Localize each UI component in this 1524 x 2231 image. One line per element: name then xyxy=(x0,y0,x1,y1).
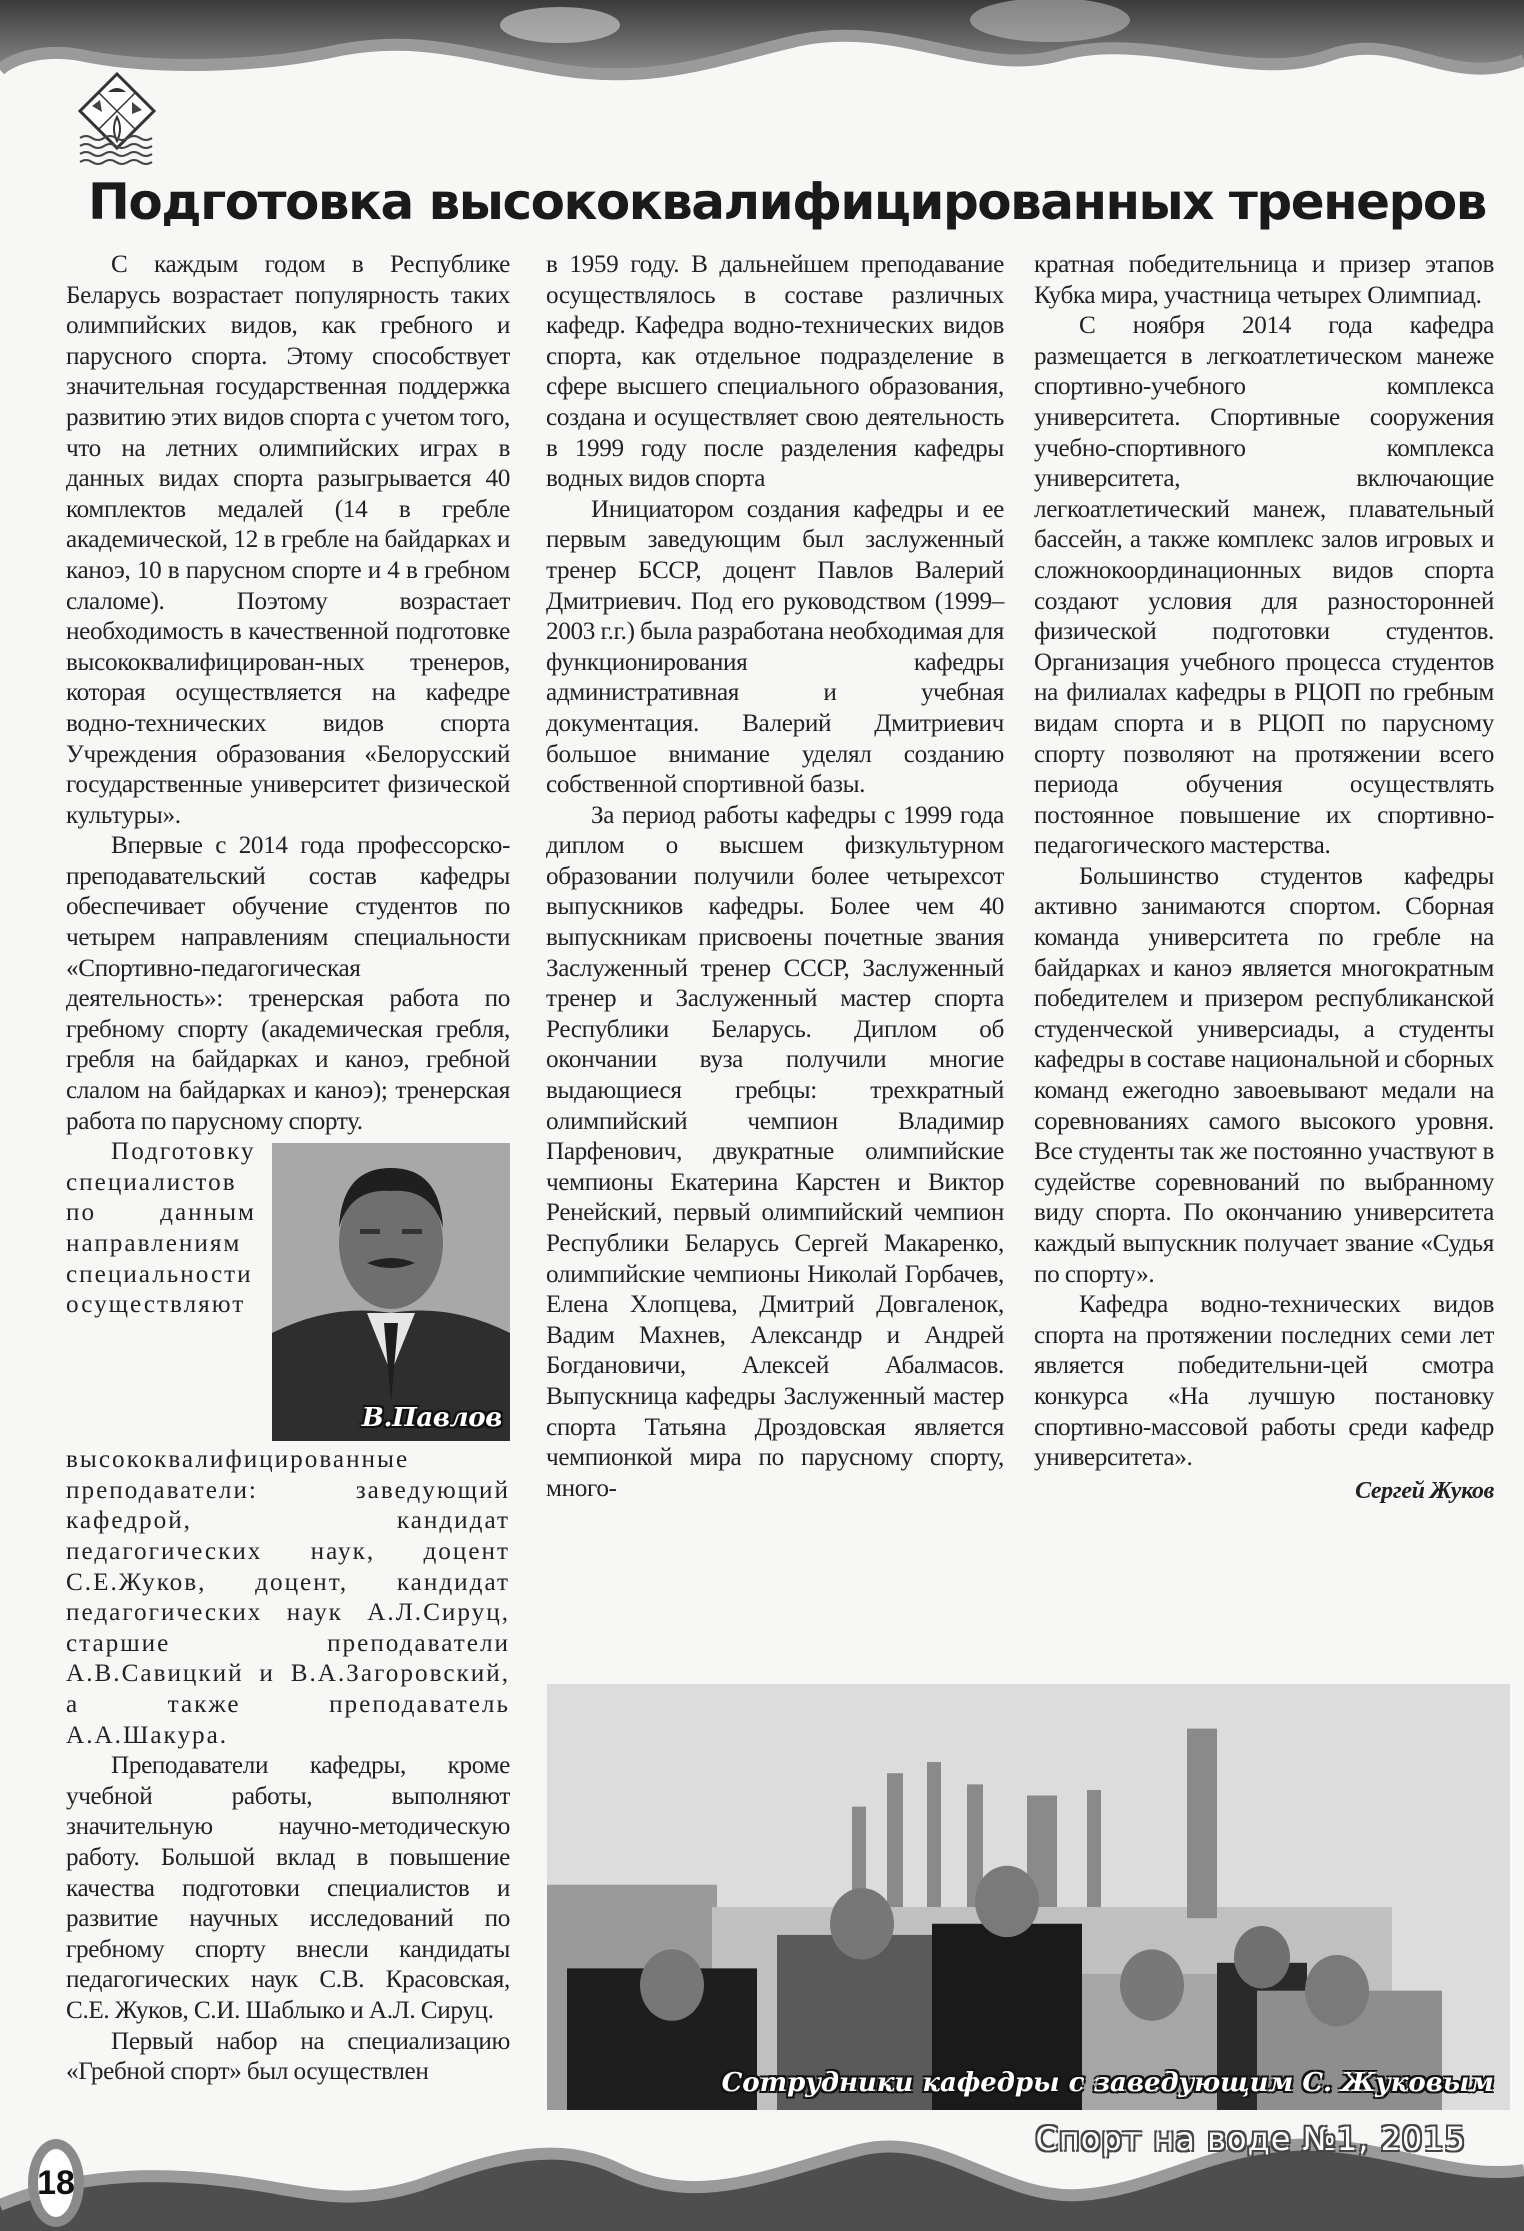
paragraph: Преподаватели кафедры, кроме учебной работы, выполняют значительную научно-методическую работу. Большой вклад в повышение качества подготовки специалистов и развитие научных исследований по гребному спорту внесли кандидаты педагогических наук С.В. Красовская, С.Е. Жуков, С.И. Шаблыко и А.Л. Сируц. xyxy=(66,1752,510,2024)
group-photo xyxy=(547,1684,1510,2110)
article-column-1 xyxy=(66,250,510,2088)
portrait-caption: В.Павлов xyxy=(361,1402,502,1433)
water-sports-logo-icon xyxy=(78,72,156,170)
article-title: Подготовка высококвалифицированных тренеров xyxy=(88,173,1486,231)
paragraph: Большинство студентов кафедры активно занимаются спортом. Сборная команда университета по гребле на байдарках и каноэ является многократным победителем и призером республиканской студенческой универсиады, а студенты кафедры в составе национальной и сборных команд ежегодно завоевывают медали на соревнованиях самого высокого уровня. Все студенты так же постоянно участвуют в судействе соревнований по выбранному виду спорта. По окончанию университета каждый выпускник получает звание «Судья по спорту». xyxy=(1034,862,1494,1288)
article-column-3 xyxy=(1034,250,1494,1506)
paragraph: Кафедра водно-технических видов спорта на протяжении последних семи лет является победительни-цей смотра конкурса «На лучшую постановку спортивно-массовой работы среди кафедр университета». xyxy=(1034,1291,1494,1472)
paragraph: Впервые с 2014 года профессорско-преподавательский состав кафедры обеспечивает обучение студентов по четырем направлениям специальности «Спортивно-педагогическая деятельность»: тренерская работа по гребному спорту (академическая гребля, гребля на байдарках и каноэ, гребной слалом на байдарках и каноэ); тренерская работа по парусному спорту. xyxy=(66,832,510,1135)
paragraph: Первый набор на специализацию «Гребной спорт» был осуществлен xyxy=(66,2027,510,2086)
paragraph: кратная победительница и призер этапов Кубка мира, участница четырех Олимпиад. xyxy=(1034,251,1494,309)
page-number: 18 xyxy=(28,2139,84,2227)
paragraph: С каждым годом в Республике Беларусь возрастает популярность таких олимпийских видов, как гребного и парусного спорта. Этому способствует значительная государственная поддержка развитию этих видов спорта с учетом того, что на летних олимпийских играх в данных видах спорта разыгрывается 40 комплектов медалей (14 в гребле академической, 12 в гребле на байдарках и каноэ, 10 в парусном спорте и 4 в гребном слаломе). Поэтому возрастает необходимость в качественной подготовке высококвалифицирован-ных тренеров, которая осуществляется на кафедре водно-технических видов спорта Учреждения образования «Белорусский государственные университет физической культуры». xyxy=(66,251,510,829)
header-wave-band xyxy=(0,0,1524,110)
portrait-photo xyxy=(272,1143,510,1441)
article-author: Сергей Жуков xyxy=(1355,1477,1494,1504)
group-photo-caption: Сотрудники кафедры с заведующим С. Жуковым xyxy=(721,2068,1494,2098)
group-image xyxy=(547,1684,1510,2110)
paragraph: Подготовку специалистов по данным направлениям специальности осуществляют высококвалифицированные преподаватели: заведующий кафедрой, кандидат педагогических наук, доцент С.Е.Жуков, доцент, кандидат педагогических наук А.Л.Сируц, старшие преподаватели А.В.Савицкий и В.А.Загоровский, а также преподаватель А.А.Шакура. xyxy=(66,1138,510,1749)
article-column-2 xyxy=(546,250,1004,1504)
portrait-image xyxy=(272,1143,510,1441)
magazine-issue-label: Спорт на воде №1, 2015 xyxy=(1035,2120,1466,2158)
paragraph: С ноября 2014 года кафедра размещается в легкоатлетическом манеже спортивно-учебного комплекса университета. Спортивные сооружения учебно-спортивного комплекса университета, включающие легкоатлетический манеж, плавательный бассейн, а также комплекс залов игровых и сложнокоординационных видов спорта создают условия для разносторонней физической подготовки студентов. Организация учебного процесса студентов на филиалах кафедры в РЦОП по гребным видам спорта и в РЦОП по парусному спорту позволяют на протяжении всего периода обучения осуществлять постоянное повышение их спортивно-педагогического мастерства. xyxy=(1034,312,1494,860)
paragraph: За период работы кафедры с 1999 года диплом о высшем физкультурном образовании получили более четырехсот выпускников кафедры. Более чем 40 выпускникам присвоены почетные звания Заслуженный тренер СССР, Заслуженный тренер и Заслуженный мастер спорта Республики Беларусь. Диплом об окончании вуза получили многие выдающиеся гребцы: трехкратный олимпийский чемпион Владимир Парфенович, двукратные олимпийские чемпионы Екатерина Карстен и Виктор Ренейский, первый олимпийский чемпион Республики Беларусь Сергей Макаренко, олимпийские чемпионы Николай Горбачев, Елена Хлопцева, Дмитрий Довгаленок, Вадим Махнев, Александр и Андрей Богдановичи, Алексей Абалмасов. Выпускница кафедры Заслуженный мастер спорта Татьяна Дроздовская является чемпионкой мира по парусному спорту, много- xyxy=(546,801,1004,1502)
paragraph: в 1959 году. В дальнейшем преподавание осуществлялось в составе различных кафедр. Кафедра водно-технических видов спорта, как отдельное подразделение в сфере высшего специального образования, создана и осуществляет свою деятельность в 1999 году после разделения кафедры водных видов спорта xyxy=(546,251,1004,493)
paragraph: Инициатором создания кафедры и ее первым заведующим был заслуженный тренер БССР, доцент Павлов Валерий Дмитриевич. Под его руководством (1999–2003 г.г.) была разработана необходимая для функционирования кафедры административная и учебная документация. Валерий Дмитриевич большое внимание уделял созданию собственной спортивной базы. xyxy=(546,495,1004,799)
